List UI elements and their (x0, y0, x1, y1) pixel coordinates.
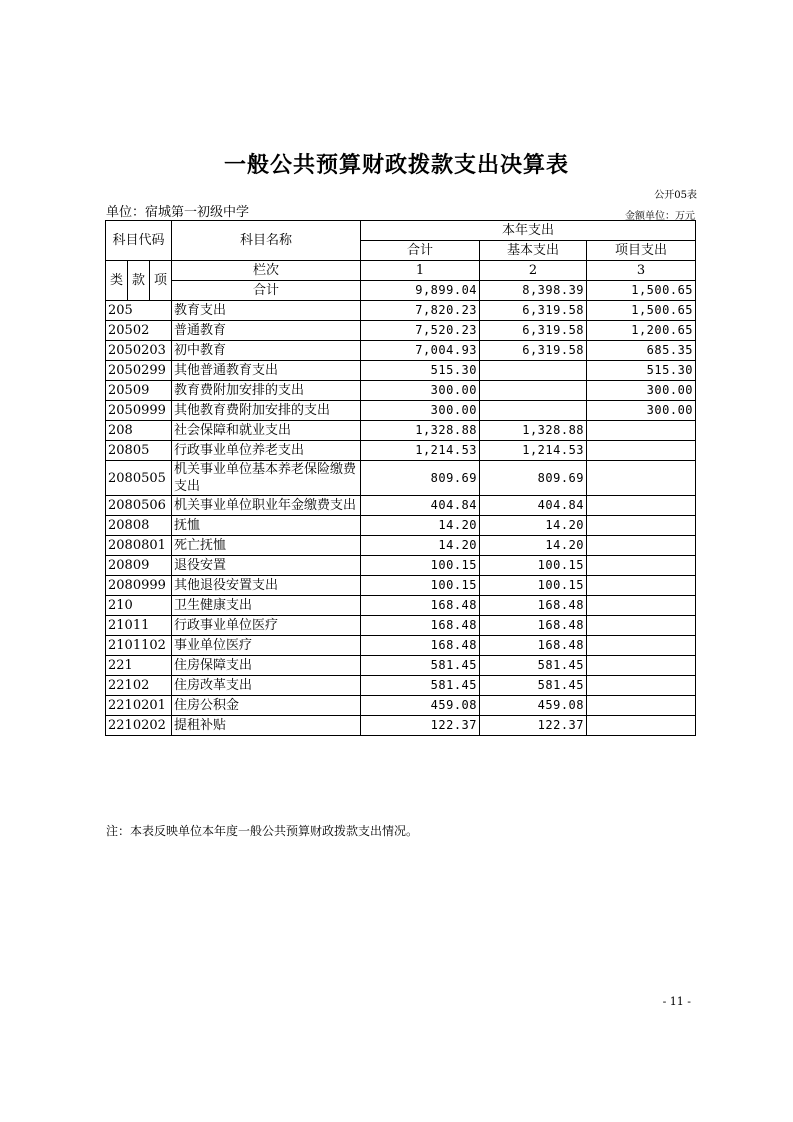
column-number-1: 1 (361, 261, 480, 281)
row-code: 2210201 (106, 696, 172, 716)
row-name: 其他教育费附加安排的支出 (172, 401, 361, 421)
row-total: 168.48 (361, 616, 480, 636)
table-row (106, 301, 696, 321)
sum-basic: 8,398.39 (480, 281, 587, 301)
column-number-2: 2 (480, 261, 587, 281)
row-project (587, 536, 696, 556)
row-basic: 404.84 (480, 496, 587, 516)
row-name: 社会保障和就业支出 (172, 421, 361, 441)
row-basic: 1,328.88 (480, 421, 587, 441)
row-code: 22102 (106, 676, 172, 696)
row-total: 300.00 (361, 401, 480, 421)
header-basic: 基本支出 (480, 241, 587, 261)
table-row (106, 341, 696, 361)
row-name: 普通教育 (172, 321, 361, 341)
table-row (106, 716, 696, 736)
sum-label: 合计 (172, 281, 361, 301)
row-project: 300.00 (587, 381, 696, 401)
row-basic: 6,319.58 (480, 301, 587, 321)
row-name: 行政事业单位医疗 (172, 616, 361, 636)
row-total: 100.15 (361, 556, 480, 576)
row-code: 2080999 (106, 576, 172, 596)
row-name: 提租补贴 (172, 716, 361, 736)
row-code: 20808 (106, 516, 172, 536)
row-basic: 6,319.58 (480, 321, 587, 341)
table-row (106, 496, 696, 516)
row-project: 1,500.65 (587, 301, 696, 321)
row-code: 20805 (106, 441, 172, 461)
row-code: 2080506 (106, 496, 172, 516)
row-total: 1,328.88 (361, 421, 480, 441)
row-project: 685.35 (587, 341, 696, 361)
table-row (106, 401, 696, 421)
row-code: 2050999 (106, 401, 172, 421)
row-total: 100.15 (361, 576, 480, 596)
row-basic: 168.48 (480, 616, 587, 636)
row-total: 459.08 (361, 696, 480, 716)
table-row (106, 596, 696, 616)
header-xiang: 项 (150, 261, 172, 301)
header-name: 科目名称 (172, 221, 361, 261)
table-body (106, 301, 696, 736)
table-row (106, 676, 696, 696)
row-basic: 168.48 (480, 596, 587, 616)
row-total: 300.00 (361, 381, 480, 401)
header-year-expense: 本年支出 (361, 221, 696, 241)
table-row (106, 536, 696, 556)
column-number-3: 3 (587, 261, 696, 281)
table-row (106, 576, 696, 596)
page-title: 一般公共预算财政拨款支出决算表 (223, 152, 569, 178)
row-project (587, 656, 696, 676)
row-project (587, 716, 696, 736)
page-number: - 11 - (662, 995, 691, 1008)
row-basic: 14.20 (480, 536, 587, 556)
row-code: 2080801 (106, 536, 172, 556)
row-name: 抚恤 (172, 516, 361, 536)
row-code: 20509 (106, 381, 172, 401)
unit-label: 单位：宿城第一初级中学 (106, 205, 250, 220)
row-code: 2050203 (106, 341, 172, 361)
row-basic: 581.45 (480, 676, 587, 696)
row-project (587, 596, 696, 616)
table-row (106, 441, 696, 461)
table-row (106, 656, 696, 676)
row-basic: 100.15 (480, 576, 587, 596)
table-row (106, 461, 696, 496)
row-total: 404.84 (361, 496, 480, 516)
table-row (106, 381, 696, 401)
row-project (587, 421, 696, 441)
row-basic: 122.37 (480, 716, 587, 736)
row-basic: 581.45 (480, 656, 587, 676)
header-kuan: 款 (128, 261, 150, 301)
row-code: 20809 (106, 556, 172, 576)
table-row (106, 321, 696, 341)
row-project (587, 696, 696, 716)
row-basic (480, 401, 587, 421)
row-name: 住房保障支出 (172, 656, 361, 676)
row-project: 1,200.65 (587, 321, 696, 341)
row-project (587, 516, 696, 536)
table-row (106, 361, 696, 381)
row-name: 住房改革支出 (172, 676, 361, 696)
row-project (587, 461, 696, 496)
row-name: 卫生健康支出 (172, 596, 361, 616)
row-name: 住房公积金 (172, 696, 361, 716)
row-code: 20502 (106, 321, 172, 341)
row-project (587, 676, 696, 696)
row-name: 行政事业单位养老支出 (172, 441, 361, 461)
row-name: 机关事业单位基本养老保险缴费支出 (172, 461, 361, 496)
row-project: 515.30 (587, 361, 696, 381)
table-note: 注：本表反映单位本年度一般公共预算财政拨款支出情况。 (106, 824, 419, 838)
table-row (106, 421, 696, 441)
row-name: 其他普通教育支出 (172, 361, 361, 381)
row-basic: 14.20 (480, 516, 587, 536)
row-basic: 809.69 (480, 461, 587, 496)
row-basic: 459.08 (480, 696, 587, 716)
row-project (587, 576, 696, 596)
table-row (106, 516, 696, 536)
row-project (587, 636, 696, 656)
header-total: 合计 (361, 241, 480, 261)
row-total: 581.45 (361, 676, 480, 696)
row-code: 208 (106, 421, 172, 441)
row-name: 事业单位医疗 (172, 636, 361, 656)
row-project (587, 441, 696, 461)
row-basic: 6,319.58 (480, 341, 587, 361)
row-code: 210 (106, 596, 172, 616)
row-name: 其他退役安置支出 (172, 576, 361, 596)
header-lanci: 栏次 (172, 261, 361, 281)
header-project: 项目支出 (587, 241, 696, 261)
sum-total: 9,899.04 (361, 281, 480, 301)
row-name: 死亡抚恤 (172, 536, 361, 556)
row-total: 14.20 (361, 536, 480, 556)
row-code: 221 (106, 656, 172, 676)
row-total: 581.45 (361, 656, 480, 676)
row-basic: 100.15 (480, 556, 587, 576)
sum-project: 1,500.65 (587, 281, 696, 301)
header-lei: 类 (106, 261, 128, 301)
row-name: 退役安置 (172, 556, 361, 576)
row-code: 2050299 (106, 361, 172, 381)
row-project: 300.00 (587, 401, 696, 421)
money-unit-label: 金额单位：万元 (625, 211, 695, 222)
row-project (587, 616, 696, 636)
row-basic: 1,214.53 (480, 441, 587, 461)
row-name: 教育支出 (172, 301, 361, 321)
row-total: 515.30 (361, 361, 480, 381)
row-total: 122.37 (361, 716, 480, 736)
row-total: 1,214.53 (361, 441, 480, 461)
table-row (106, 696, 696, 716)
row-total: 168.48 (361, 596, 480, 616)
row-project (587, 496, 696, 516)
row-code: 21011 (106, 616, 172, 636)
row-code: 2101102 (106, 636, 172, 656)
budget-table (105, 220, 696, 736)
form-number: 公开05表 (654, 190, 697, 201)
row-total: 7,520.23 (361, 321, 480, 341)
row-basic (480, 381, 587, 401)
table-row (106, 636, 696, 656)
row-total: 14.20 (361, 516, 480, 536)
row-total: 7,004.93 (361, 341, 480, 361)
row-name: 初中教育 (172, 341, 361, 361)
row-code: 2210202 (106, 716, 172, 736)
row-name: 机关事业单位职业年金缴费支出 (172, 496, 361, 516)
row-name: 教育费附加安排的支出 (172, 381, 361, 401)
row-total: 809.69 (361, 461, 480, 496)
row-total: 168.48 (361, 636, 480, 656)
row-project (587, 556, 696, 576)
row-code: 2080505 (106, 461, 172, 496)
header-code: 科目代码 (106, 221, 172, 261)
row-basic (480, 361, 587, 381)
row-code: 205 (106, 301, 172, 321)
row-basic: 168.48 (480, 636, 587, 656)
table-row (106, 556, 696, 576)
table-row (106, 616, 696, 636)
row-total: 7,820.23 (361, 301, 480, 321)
